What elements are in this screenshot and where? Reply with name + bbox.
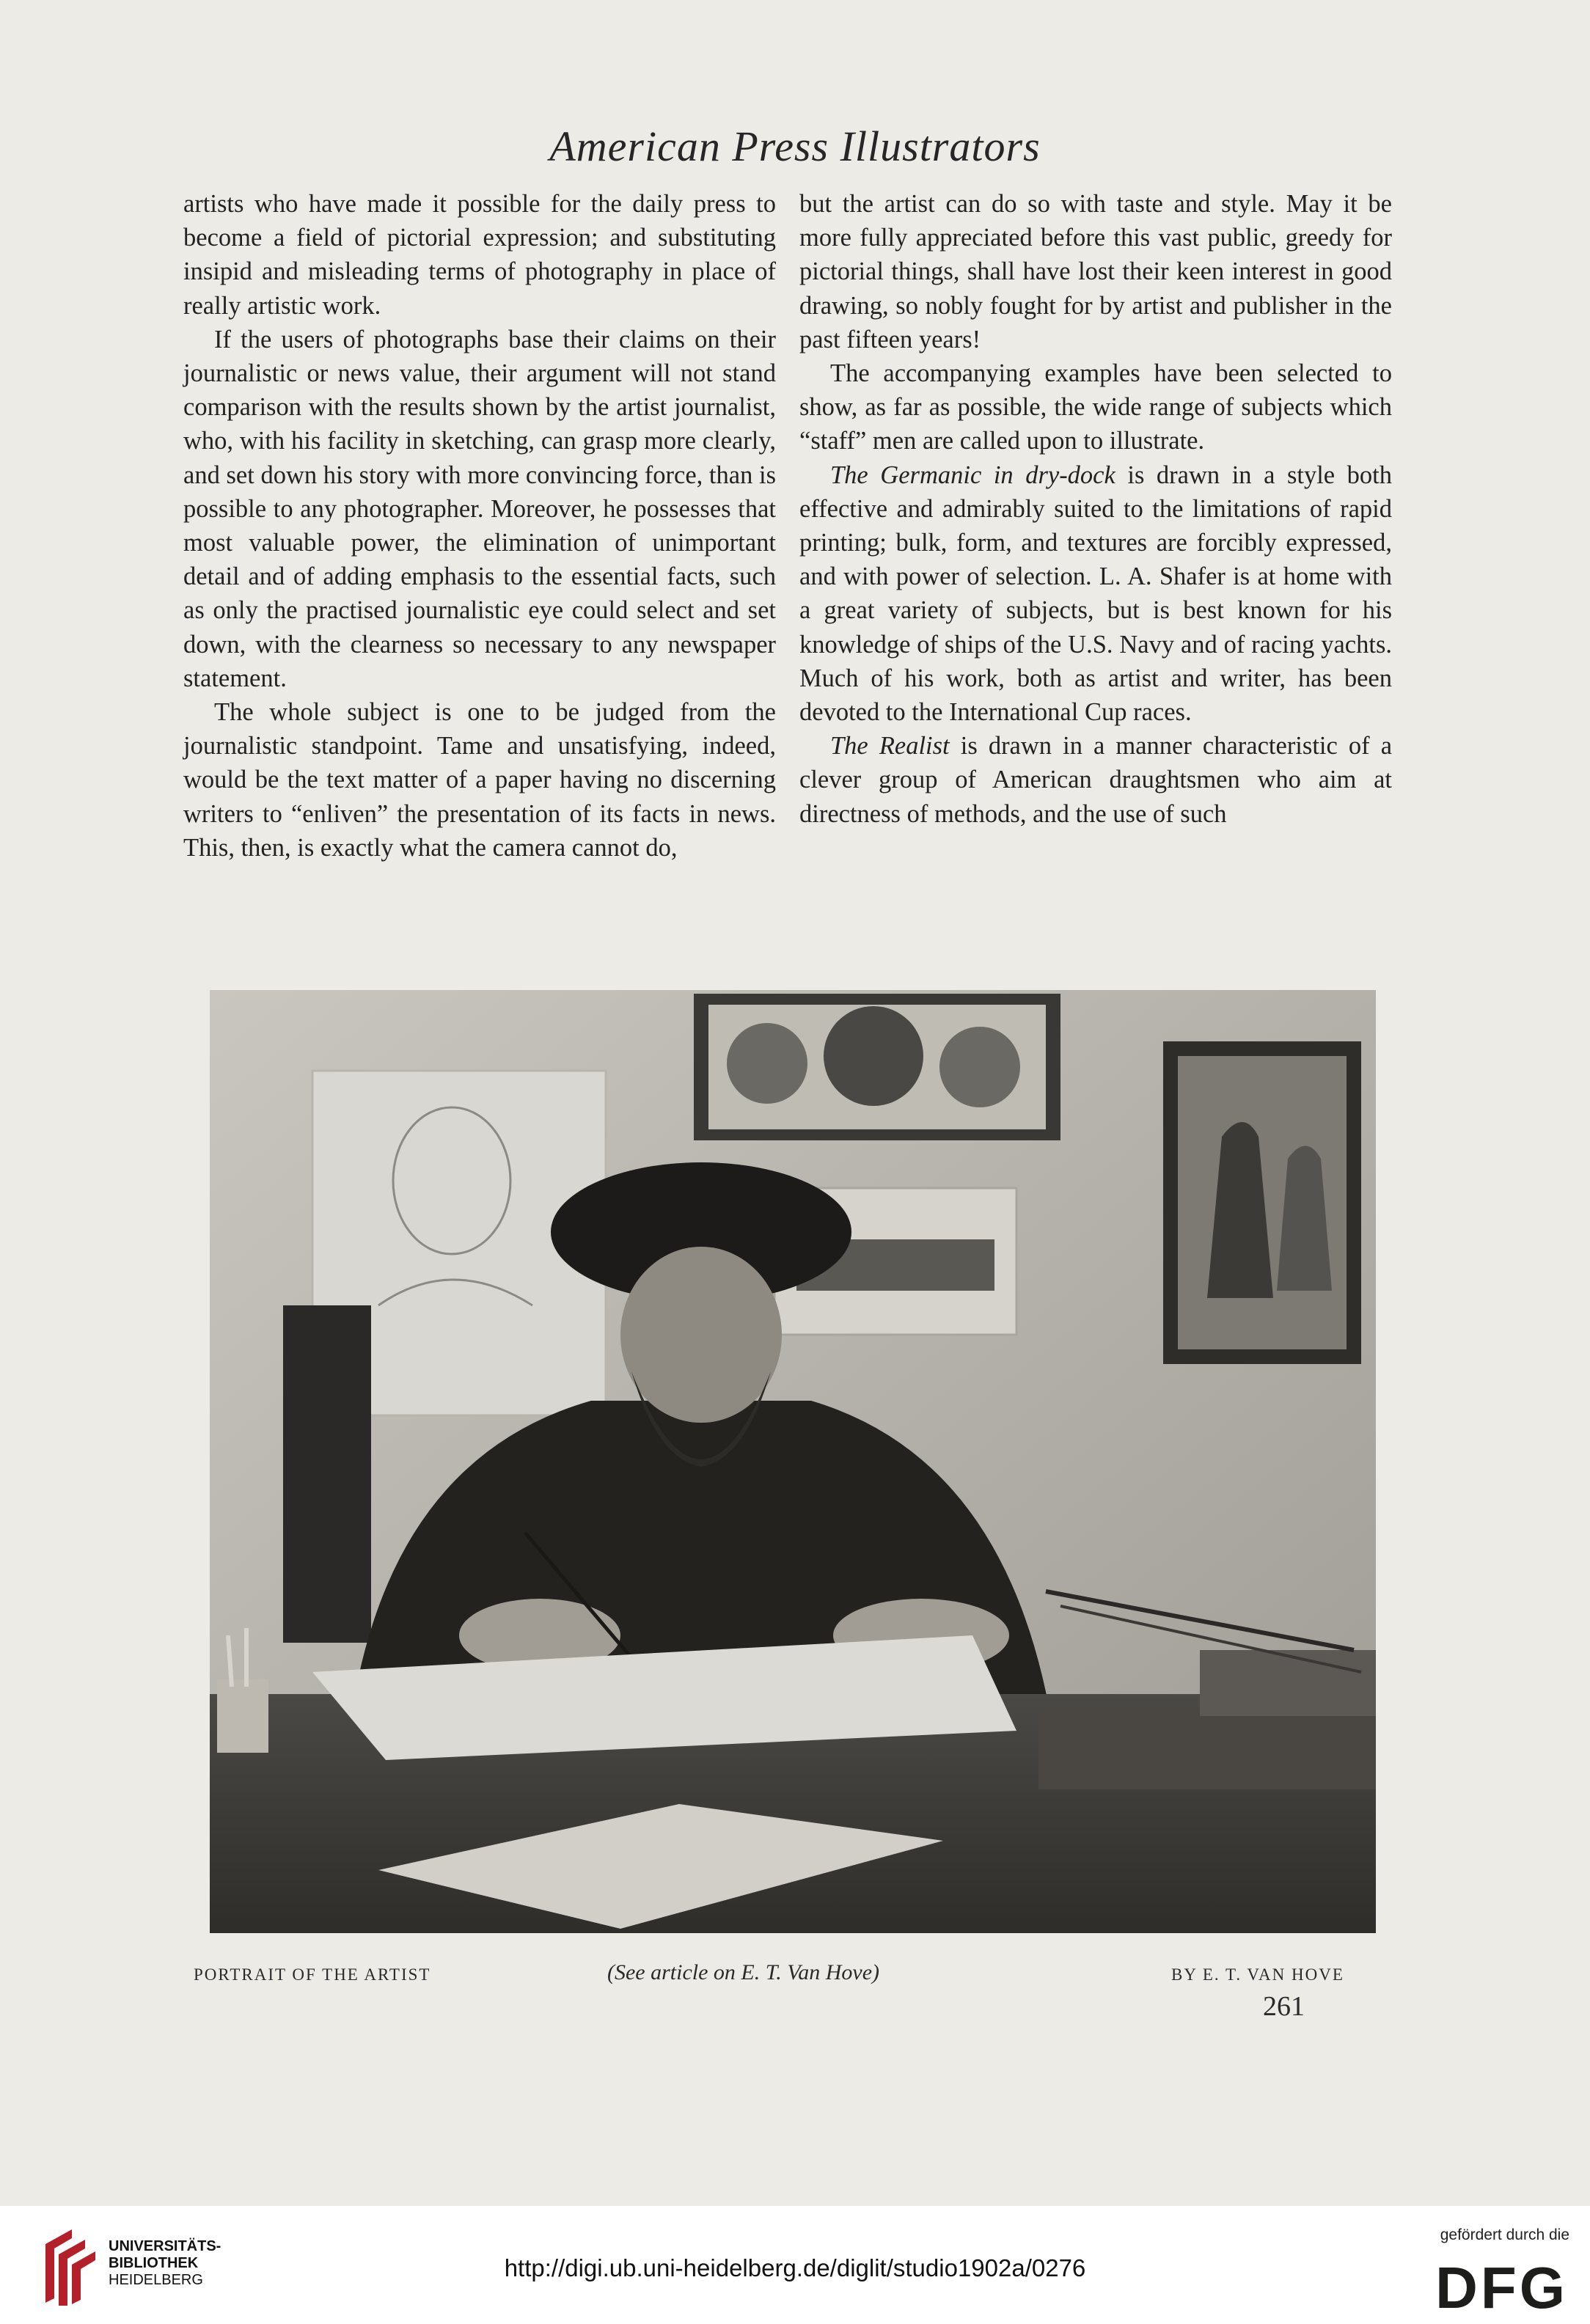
library-name-line: UNIVERSITÄTS-	[109, 2238, 221, 2254]
paragraph: artists who have made it possible for the daily press to become a field of pictorial expression; and substituting insipid and misleading terms of photography in place of really artistic work.	[183, 190, 776, 320]
paragraph: The whole subject is one to be judged from the journalistic standpoint. Tame and unsatisfying, indeed, would be the text matter of a paper having no discerning writers to “enliven” the presentation of its facts in news. This, then, is exactly what the camera cannot do,	[183, 698, 776, 862]
paragraph: If the users of photographs base their claims on their journalistic or news value, their argument will not stand comparison with the results shown by the artist journalist, who, with his facility in sketching, can grasp more clearly, and set down his story with more convincing force, than is possible to any photographer. Moreover, he possesses that most valuable power, the elimination of unimportant detail and of adding emphasis to the essential facts, such as only the practised journalistic eye could select and set down, with the clearness so necessary to any newspaper statement.	[183, 325, 776, 692]
right-text-column	[799, 187, 1392, 831]
paragraph: but the artist can do so with taste and style. May it be more fully appreciated before this vast public, greedy for pictorial things, shall have lost their keen interest in good drawing, so nobly fought for by artist and publisher in the past fifteen years!	[799, 190, 1392, 353]
dfg-logo: DFG	[1435, 2255, 1568, 2320]
portrait-illustration	[210, 990, 1376, 1933]
paragraph	[799, 458, 1392, 730]
artwork-title: The Realist	[830, 732, 950, 760]
page-number: 261	[1263, 1991, 1305, 2022]
sponsor-label: gefördert durch die	[1440, 2226, 1569, 2243]
paragraph-text: is drawn in a manner characteristic of a clever group of American draughtsmen who aim at directness of methods, and the use of such	[799, 732, 1393, 828]
left-text-column	[183, 187, 776, 865]
caption-credit: BY E. T. VAN HOVE	[1171, 1965, 1344, 1984]
paragraph	[799, 729, 1392, 831]
artwork-title: The Germanic in dry-dock	[830, 461, 1115, 489]
portrait-plate	[210, 990, 1376, 1933]
running-head: American Press Illustrators	[549, 122, 1041, 170]
paragraph: The accompanying examples have been selected to show, as far as possible, the wide range of subjects which “staff” men are called upon to illustrate.	[799, 359, 1392, 455]
library-name-line: BIBLIOTHEK	[109, 2255, 199, 2271]
permalink-url[interactable]: http://digi.ub.uni-heidelberg.de/diglit/studio1902a/0276	[504, 2254, 1086, 2281]
library-name-line: HEIDELBERG	[109, 2272, 203, 2288]
caption-title: PORTRAIT OF THE ARTIST	[194, 1965, 431, 1984]
digitization-footer	[0, 2206, 1590, 2324]
caption-reference: (See article on E. T. Van Hove)	[607, 1960, 880, 1984]
paragraph-text: is drawn in a style both effective and admirably suited to the limitations of rapid printing; bulk, form, and textures are forcibly expressed, and with power of selection. L. A. Shafer is at home with a great variety of subjects, but is best known for his knowledge of ships of the U.S. Navy and of racing yachts. Much of his work, both as artist and writer, has been devoted to the International Cup races.	[799, 461, 1392, 727]
